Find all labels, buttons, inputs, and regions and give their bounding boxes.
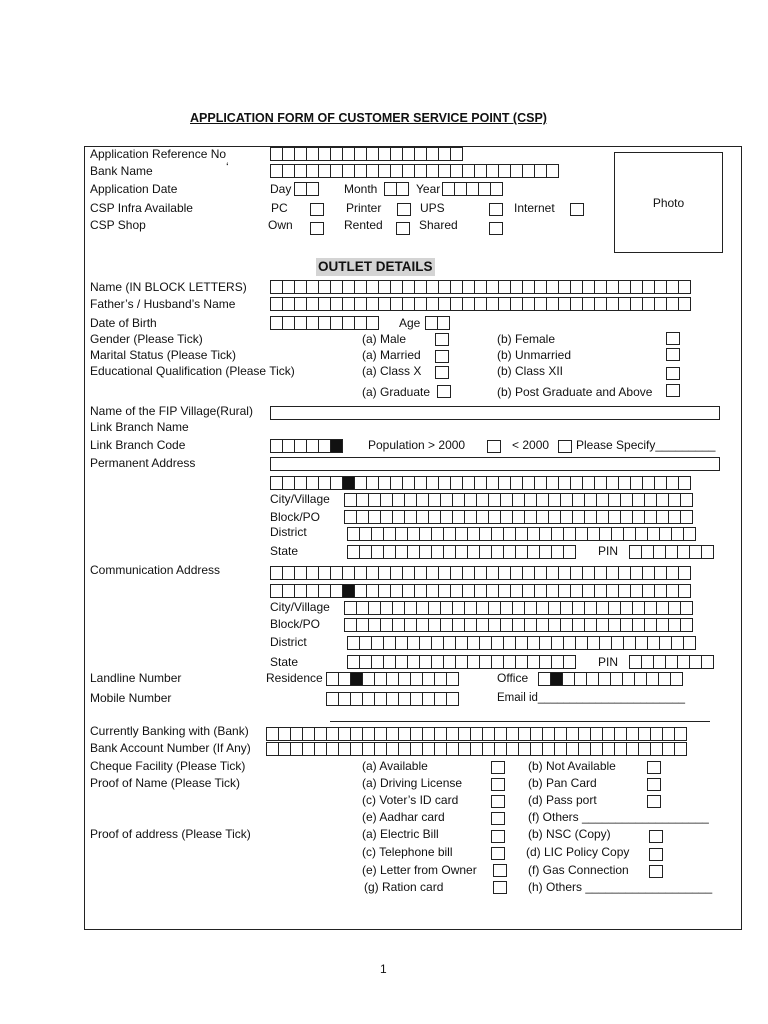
comm-block-label: Block/PO bbox=[270, 617, 321, 631]
telephone-bill-checkbox[interactable] bbox=[491, 847, 505, 860]
permanent-address-label: Permanent Address bbox=[90, 456, 196, 470]
post-graduate-checkbox[interactable] bbox=[666, 384, 680, 397]
comm-state-label: State bbox=[270, 655, 299, 669]
char-box[interactable] bbox=[674, 727, 687, 741]
char-box[interactable] bbox=[366, 316, 379, 330]
photo-box[interactable] bbox=[614, 152, 723, 253]
char-box[interactable] bbox=[678, 584, 691, 598]
csp-infra-label: CSP Infra Available bbox=[90, 201, 193, 215]
pc-label: PC bbox=[271, 201, 288, 215]
marital-label: Marital Status (Please Tick) bbox=[90, 348, 237, 362]
cheque-facility-label: Cheque Facility (Please Tick) bbox=[90, 759, 246, 773]
perm-city-label: City/Village bbox=[270, 492, 330, 506]
internet-checkbox[interactable] bbox=[570, 203, 584, 216]
landline-label: Landline Number bbox=[90, 671, 182, 685]
link-branch-name-label: Link Branch Name bbox=[90, 420, 189, 434]
ration-card-label: (g) Ration card bbox=[364, 880, 444, 894]
form-title: APPLICATION FORM OF CUSTOMER SERVICE POINT (CSP) bbox=[190, 111, 547, 125]
proof-name-label: Proof of Name (Please Tick) bbox=[90, 776, 241, 790]
perm-state-boxes[interactable] bbox=[347, 545, 576, 559]
char-box[interactable] bbox=[678, 566, 691, 580]
own-label: Own bbox=[268, 218, 293, 232]
page-number: 1 bbox=[380, 962, 387, 976]
unmarried-checkbox[interactable] bbox=[666, 348, 680, 361]
day-boxes[interactable] bbox=[294, 182, 319, 196]
char-box[interactable] bbox=[683, 527, 696, 541]
mobile-label: Mobile Number bbox=[90, 691, 172, 705]
printer-label: Printer bbox=[346, 201, 382, 215]
bank-name-boxes[interactable] bbox=[270, 164, 559, 178]
voter-id-checkbox[interactable] bbox=[491, 795, 505, 808]
nsc-label: (b) NSC (Copy) bbox=[528, 827, 611, 841]
perm-state-label: State bbox=[270, 544, 299, 558]
char-box[interactable] bbox=[446, 692, 459, 706]
comm-district-label: District bbox=[270, 635, 307, 649]
others-f-label: (f) Others ___________________ bbox=[528, 810, 709, 824]
permanent-address-line1[interactable] bbox=[270, 457, 720, 471]
shared-checkbox[interactable] bbox=[489, 222, 503, 235]
proof-address-label: Proof of address (Please Tick) bbox=[90, 827, 251, 841]
char-box[interactable] bbox=[678, 280, 691, 294]
char-box[interactable] bbox=[701, 655, 714, 669]
age-boxes[interactable] bbox=[425, 316, 450, 330]
father-name-label: Father’s / Husband’s Name bbox=[90, 297, 236, 311]
electric-bill-checkbox[interactable] bbox=[491, 830, 505, 843]
char-box[interactable] bbox=[306, 182, 319, 196]
office-label: Office bbox=[497, 671, 529, 685]
age-label: Age bbox=[399, 316, 421, 330]
nsc-checkbox[interactable] bbox=[649, 830, 663, 843]
pan-card-checkbox[interactable] bbox=[647, 778, 661, 791]
pan-card-label: (b) Pan Card bbox=[528, 776, 597, 790]
driving-license-checkbox[interactable] bbox=[491, 778, 505, 791]
father-name-boxes[interactable] bbox=[270, 297, 691, 311]
char-box[interactable] bbox=[450, 147, 463, 161]
comm-district-boxes[interactable] bbox=[347, 636, 696, 650]
not-available-checkbox[interactable] bbox=[647, 761, 661, 774]
ups-checkbox[interactable] bbox=[489, 203, 503, 216]
year-label: Year bbox=[416, 182, 441, 196]
aadhar-checkbox[interactable] bbox=[491, 812, 505, 825]
csp-shop-label: CSP Shop bbox=[90, 218, 146, 232]
class-x-checkbox[interactable] bbox=[435, 366, 449, 379]
comm-state-boxes[interactable] bbox=[347, 655, 576, 669]
bank-account-boxes[interactable] bbox=[266, 742, 687, 756]
shared-label: Shared bbox=[419, 218, 458, 232]
name-label: Name (IN BLOCK LETTERS) bbox=[90, 280, 247, 294]
char-box[interactable] bbox=[396, 182, 409, 196]
perm-block-boxes[interactable] bbox=[344, 510, 693, 524]
graduate-checkbox[interactable] bbox=[437, 385, 451, 398]
app-date-label: Application Date bbox=[90, 182, 178, 196]
office-phone-boxes[interactable] bbox=[538, 672, 683, 686]
gas-connection-checkbox[interactable] bbox=[649, 865, 663, 878]
photo-label: Photo bbox=[652, 195, 685, 210]
perm-block-label: Block/PO bbox=[270, 510, 321, 524]
letter-owner-label: (e) Letter from Owner bbox=[362, 863, 477, 877]
unmarried-label: (b) Unmarried bbox=[497, 348, 572, 362]
char-box[interactable] bbox=[563, 545, 576, 559]
population-gt2000-checkbox[interactable] bbox=[487, 440, 501, 453]
comm-address-line1-boxes[interactable] bbox=[270, 566, 691, 580]
aadhar-label: (e) Aadhar card bbox=[362, 810, 445, 824]
not-available-label: (b) Not Available bbox=[528, 759, 616, 773]
char-box[interactable] bbox=[670, 672, 683, 686]
char-box[interactable] bbox=[680, 510, 693, 524]
post-graduate-label: (b) Post Graduate and Above bbox=[497, 385, 653, 399]
stray-mark: ‘ bbox=[226, 160, 229, 174]
rented-checkbox[interactable] bbox=[396, 222, 410, 235]
printer-checkbox[interactable] bbox=[397, 203, 411, 216]
separator-line bbox=[330, 721, 710, 722]
available-label: (a) Available bbox=[362, 759, 428, 773]
pc-checkbox[interactable] bbox=[310, 203, 324, 216]
voter-id-label: (c) Voter’s ID card bbox=[362, 793, 459, 807]
communication-address-label: Communication Address bbox=[90, 563, 221, 577]
char-box[interactable] bbox=[563, 655, 576, 669]
driving-license-label: (a) Driving License bbox=[362, 776, 463, 790]
lic-label: (d) LIC Policy Copy bbox=[526, 845, 630, 859]
year-boxes[interactable] bbox=[442, 182, 503, 196]
others-h-label: (h) Others ___________________ bbox=[528, 880, 713, 894]
education-label: Educational Qualification (Please Tick) bbox=[90, 364, 295, 378]
perm-pin-boxes[interactable] bbox=[629, 545, 714, 559]
electric-bill-label: (a) Electric Bill bbox=[362, 827, 439, 841]
ration-card-checkbox[interactable] bbox=[493, 881, 507, 894]
bank-account-label: Bank Account Number (If Any) bbox=[90, 741, 251, 755]
population-lt2000-label: < 2000 bbox=[512, 438, 550, 452]
link-branch-code-label: Link Branch Code bbox=[90, 438, 186, 452]
fip-village-label: Name of the FIP Village(Rural) bbox=[90, 404, 253, 418]
comm-pin-boxes[interactable] bbox=[629, 655, 714, 669]
month-label: Month bbox=[344, 182, 378, 196]
link-branch-code-boxes[interactable] bbox=[270, 439, 343, 453]
currently-banking-boxes[interactable] bbox=[266, 727, 687, 741]
gas-connection-label: (f) Gas Connection bbox=[528, 863, 629, 877]
comm-city-boxes[interactable] bbox=[344, 601, 693, 615]
population-lt2000-checkbox[interactable] bbox=[558, 440, 572, 453]
internet-label: Internet bbox=[514, 201, 555, 215]
lic-checkbox[interactable] bbox=[649, 848, 663, 861]
perm-pin-label: PIN bbox=[598, 544, 619, 558]
char-box[interactable] bbox=[680, 618, 693, 632]
gender-label: Gender (Please Tick) bbox=[90, 332, 203, 346]
app-ref-label: Application Reference No bbox=[90, 147, 227, 161]
dob-boxes[interactable] bbox=[270, 316, 379, 330]
char-box[interactable] bbox=[446, 672, 459, 686]
married-checkbox[interactable] bbox=[435, 350, 449, 363]
comm-pin-label: PIN bbox=[598, 655, 619, 669]
perm-district-boxes[interactable] bbox=[347, 527, 696, 541]
char-box[interactable] bbox=[683, 636, 696, 650]
class-xii-checkbox[interactable] bbox=[666, 367, 680, 380]
day-label: Day bbox=[270, 182, 292, 196]
ups-label: UPS bbox=[420, 201, 445, 215]
char-box[interactable] bbox=[674, 742, 687, 756]
char-box[interactable] bbox=[490, 182, 503, 196]
residence-label: Residence bbox=[266, 671, 323, 685]
male-label: (a) Male bbox=[362, 332, 407, 346]
char-box[interactable] bbox=[546, 164, 559, 178]
char-box[interactable] bbox=[701, 545, 714, 559]
perm-district-label: District bbox=[270, 525, 307, 539]
letter-owner-checkbox[interactable] bbox=[493, 864, 507, 877]
email-label: Email id_______________________ bbox=[497, 692, 686, 704]
married-label: (a) Married bbox=[362, 348, 421, 362]
char-box[interactable] bbox=[678, 476, 691, 490]
char-box[interactable] bbox=[680, 493, 693, 507]
passport-label: (d) Pass port bbox=[528, 793, 597, 807]
class-x-label: (a) Class X bbox=[362, 364, 422, 378]
fip-village-field[interactable] bbox=[270, 406, 720, 420]
char-box[interactable] bbox=[678, 297, 691, 311]
graduate-label: (a) Graduate bbox=[362, 385, 431, 399]
please-specify-label: Please Specify_________ bbox=[576, 438, 716, 452]
comm-address-line2-boxes[interactable] bbox=[270, 584, 691, 598]
currently-banking-label: Currently Banking with (Bank) bbox=[90, 724, 249, 738]
comm-city-label: City/Village bbox=[270, 600, 330, 614]
population-label: Population > 2000 bbox=[368, 438, 466, 452]
app-ref-boxes[interactable] bbox=[270, 147, 463, 161]
comm-block-boxes[interactable] bbox=[344, 618, 693, 632]
outlet-details-heading: OUTLET DETAILS bbox=[318, 259, 433, 274]
own-checkbox[interactable] bbox=[310, 222, 324, 235]
telephone-bill-label: (c) Telephone bill bbox=[362, 845, 453, 859]
name-boxes[interactable] bbox=[270, 280, 691, 294]
class-xii-label: (b) Class XII bbox=[497, 364, 564, 378]
male-checkbox[interactable] bbox=[435, 333, 449, 346]
char-box[interactable] bbox=[330, 439, 343, 453]
residence-phone-boxes[interactable] bbox=[326, 672, 459, 686]
passport-checkbox[interactable] bbox=[647, 795, 661, 808]
char-box[interactable] bbox=[437, 316, 450, 330]
perm-city-boxes[interactable] bbox=[344, 493, 693, 507]
char-box[interactable] bbox=[680, 601, 693, 615]
female-checkbox[interactable] bbox=[666, 332, 680, 345]
mobile-boxes[interactable] bbox=[326, 692, 459, 706]
bank-name-label: Bank Name bbox=[90, 164, 153, 178]
month-boxes[interactable] bbox=[384, 182, 409, 196]
permanent-address-line2-boxes[interactable] bbox=[270, 476, 691, 490]
available-checkbox[interactable] bbox=[491, 761, 505, 774]
rented-label: Rented bbox=[344, 218, 383, 232]
female-label: (b) Female bbox=[497, 332, 556, 346]
dob-label: Date of Birth bbox=[90, 316, 157, 330]
